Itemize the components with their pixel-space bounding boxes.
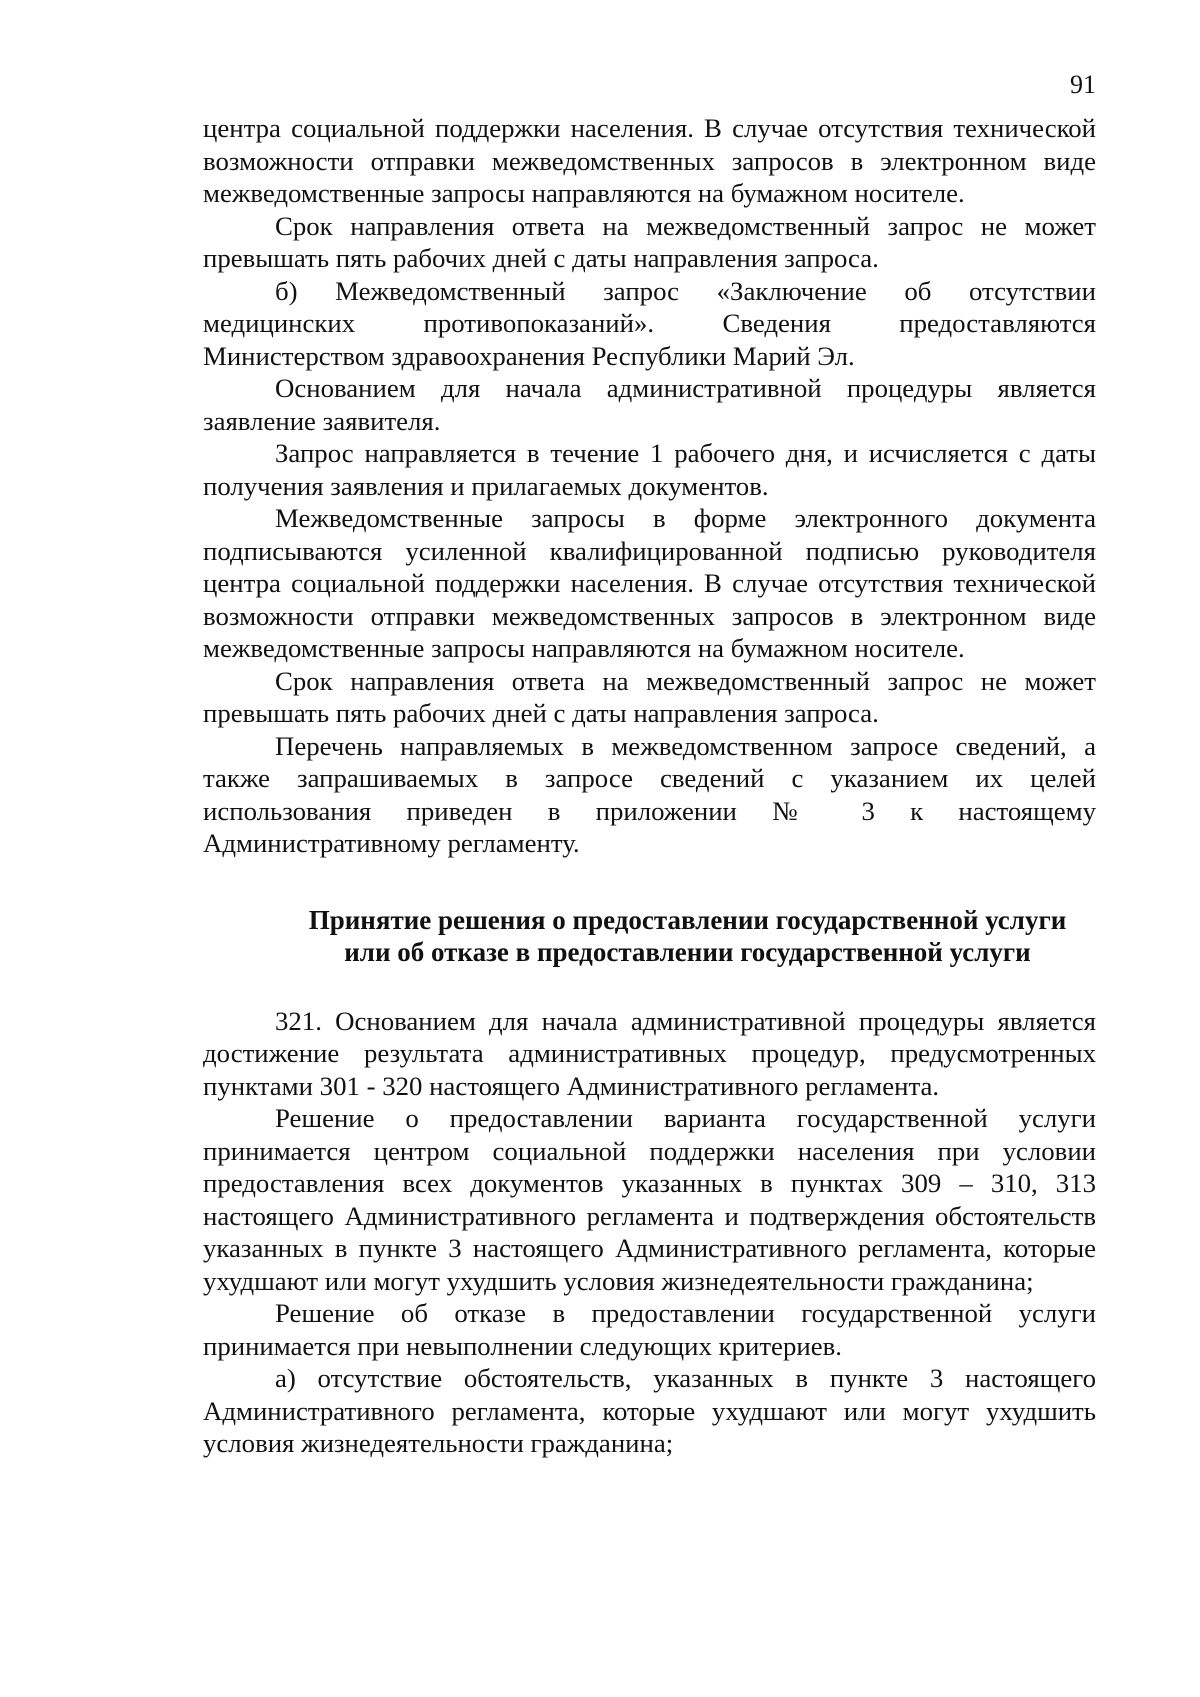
document-body bbox=[203, 112, 1096, 1460]
paragraph: Запрос направляется в течение 1 рабочего дня, и исчисляется с даты получения заявления и прилагаемых документов. bbox=[203, 438, 1096, 501]
section-heading-line: Принятие решения о предоставлении государственной услуги bbox=[308, 904, 1067, 935]
paragraph: Срок направления ответа на межведомственный запрос не может превышать пять рабочих дней с даты направления запроса. bbox=[203, 665, 1096, 728]
paragraph: Срок направления ответа на межведомственный запрос не может превышать пять рабочих дней с даты направления запроса. bbox=[203, 210, 1096, 273]
page-number: 91 bbox=[1070, 70, 1096, 99]
section-heading-line: или об отказе в предоставлении государственной услуги bbox=[344, 937, 1031, 967]
paragraph: Перечень направляемых в межведомственном запросе сведений, а также запрашиваемых в запросе сведений с указанием их целей использования приведен в приложении № 3 к настоящему Административному регламенту. bbox=[203, 730, 1096, 858]
paragraph: а) отсутствие обстоятельств, указанных в пункте 3 настоящего Административного регламента, которые ухудшают или могут ухудшить условия жизнедеятельности гражданина; bbox=[203, 1363, 1096, 1458]
paragraph: центра социальной поддержки населения. В случае отсутствия технической возможности отправки межведомственных запросов в электронном виде межведомственные запросы направляются на бумажном носителе. bbox=[203, 113, 1096, 208]
paragraph: Решение о предоставлении варианта государственной услуги принимается центром социальной поддержки населения при условии предоставления всех документов указанных в пунктах 309 – 310, 313 настоящего Административного регламента и подтверждения обстоятельств указанных в пункте 3 настоящего Административного регламента, которые ухудшают или могут ухудшить условия жизнедеятельности гражданина; bbox=[203, 1103, 1096, 1296]
paragraph: Решение об отказе в предоставлении государственной услуги принимается при невыполнении следующих критериев. bbox=[203, 1298, 1096, 1361]
section-heading bbox=[203, 904, 1096, 969]
paragraph: Основанием для начала административной процедуры является заявление заявителя. bbox=[203, 373, 1096, 436]
paragraph: 321. Основанием для начала административной процедуры является достижение результата административных процедур, предусмотренных пунктами 301 - 320 настоящего Административного регламента. bbox=[203, 1005, 1096, 1101]
paragraph: б) Межведомственный запрос «Заключение об отсутствии медицинских противопоказаний». Сведения предоставляются Министерством здравоохранения Республики Марий Эл. bbox=[203, 275, 1096, 371]
paragraph: Межведомственные запросы в форме электронного документа подписываются усиленной квалифицированной подписью руководителя центра социальной поддержки населения. В случае отсутствия технической возможности отправки межведомственных запросов в электронном виде межведомственные запросы направляются на бумажном носителе. bbox=[203, 503, 1096, 663]
